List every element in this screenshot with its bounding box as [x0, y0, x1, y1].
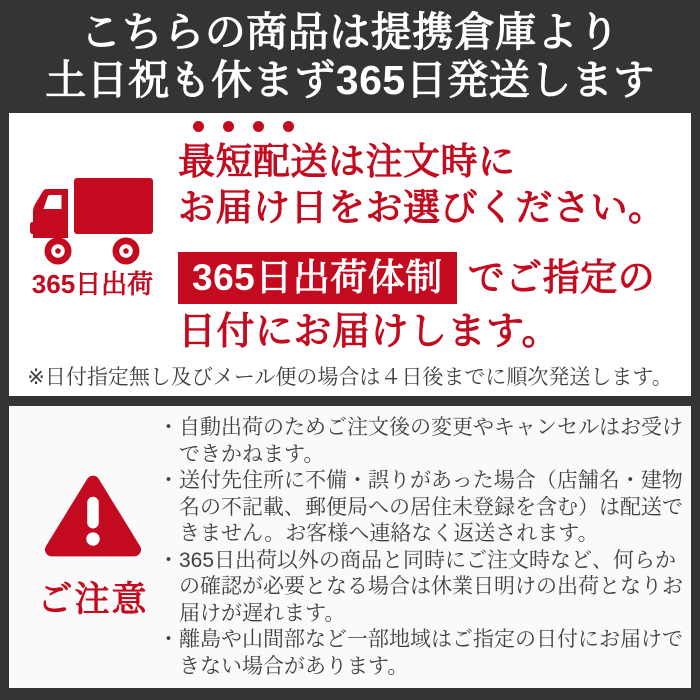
- highlight-badge: 365日出荷体制: [178, 252, 457, 304]
- notice-item: [158, 548, 690, 628]
- highlight-suffix: でご指定の: [467, 257, 656, 298]
- notice-item: [158, 468, 690, 548]
- top-banner-line2: 土日祝も休まず365日発送します: [45, 57, 655, 103]
- delivery-truck-icon: [30, 176, 155, 271]
- notice-item: [158, 627, 690, 680]
- emphasis-dot: [283, 121, 294, 132]
- bullet-marker: ・: [158, 469, 179, 492]
- emphasis-dot: [253, 121, 264, 132]
- bullet-marker: ・: [158, 628, 179, 651]
- emphasis-dots: [193, 121, 294, 132]
- top-banner-line1: こちらの商品は提携倉庫より: [80, 9, 620, 55]
- bullet-marker: ・: [158, 416, 179, 439]
- notice-list: [158, 406, 690, 688]
- bullet-marker: ・: [158, 548, 179, 572]
- headline-line2: お届け日をお選びください。: [178, 187, 666, 228]
- notice-label: ご注意: [37, 580, 149, 619]
- headline-line3: [178, 252, 655, 304]
- headline-line4: 日付にお届けします。: [178, 311, 560, 353]
- shipping-panel: [9, 113, 691, 396]
- notice-item-text: 自動出荷のためご注文後の変更やキャンセルはお受けできかねます。: [179, 416, 683, 466]
- emphasis-dot: [193, 121, 204, 132]
- notice-item-text: 送付先住所に不備・誤りがあった場合（店舗名・建物名の不記載、郵便局への居住未登録を含む）は配送できません。お客様へ連絡なく返送されます。: [179, 469, 683, 545]
- top-banner: [0, 0, 700, 113]
- shipping-disclaimer: ※日付指定無し及びメール便の場合は４日後までに順次発送します。: [27, 366, 673, 389]
- notice-item-text: 365日出荷以外の商品と同時にご注文時など、何らかの確認が必要となる場合は休業日明けの出荷となりお届けが遅れます。: [179, 548, 683, 625]
- emphasis-dot: [223, 121, 234, 132]
- warning-triangle-icon: [45, 472, 141, 560]
- notice-item: [158, 415, 690, 468]
- headline-line1: 最短配送は注文時に: [178, 141, 516, 182]
- notice-item-text: 離島や山間部など一部地域はご指定の日付にお届けできない場合があります。: [179, 628, 683, 678]
- notice-panel: [9, 406, 691, 688]
- truck-badge-label: 365日出荷: [31, 269, 154, 299]
- notice-icon-column: [23, 472, 163, 622]
